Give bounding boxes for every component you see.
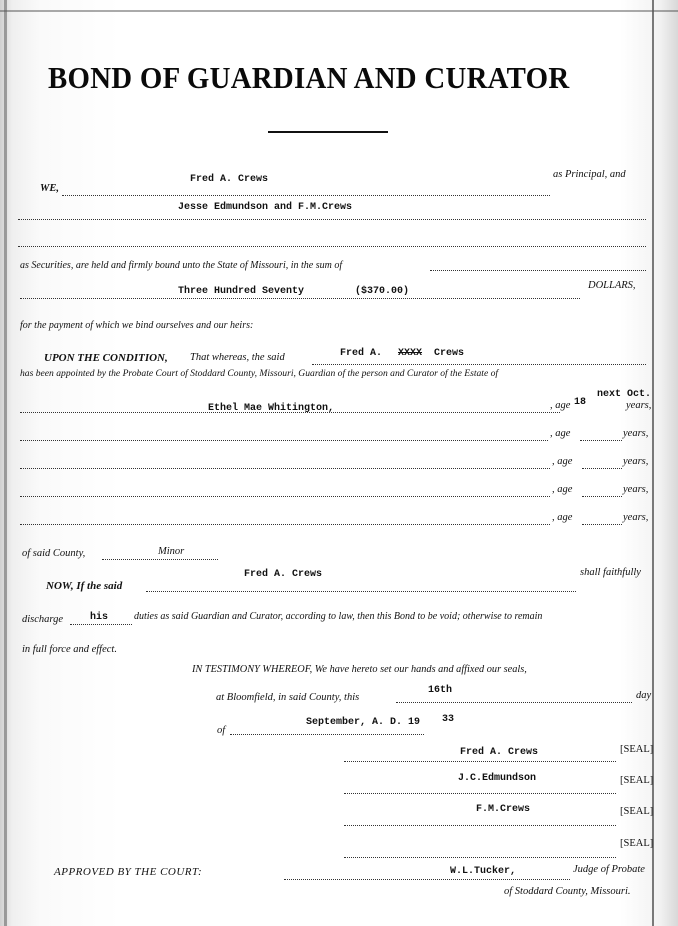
securities-line-2 [18, 246, 646, 247]
sum-figure: ($370.00) [355, 286, 410, 297]
approved-label: APPROVED BY THE COURT: [54, 866, 203, 878]
now-label: NOW, If the said [46, 580, 123, 592]
securities-text: as Securities, are held and firmly bound unto the State of Missouri, in the sum of [20, 260, 343, 271]
securities-line-1 [18, 219, 646, 220]
day-label: day [636, 690, 652, 701]
condition-name-struck: XXXX [398, 348, 423, 359]
principal-line [62, 195, 550, 196]
month: September, A. D. 19 [306, 717, 421, 728]
dollars-label: DOLLARS, [588, 280, 636, 291]
seal-label: [SEAL] [620, 806, 654, 817]
month-line [230, 734, 424, 735]
judge-county: of Stoddard County, Missouri. [504, 886, 631, 897]
document-title: BOND OF GUARDIAN AND CURATOR [48, 60, 570, 95]
signature-line [344, 857, 616, 858]
now-name-line [146, 591, 576, 592]
discharge-label: discharge [22, 614, 64, 625]
we-label: WE, [40, 183, 59, 194]
condition-name-last: Crews [434, 348, 465, 359]
blank-row-line [20, 468, 550, 469]
judge-title: Judge of Probate [573, 864, 645, 875]
blank-row-years: years, [623, 428, 649, 439]
sum-words: Three Hundred Seventy [178, 286, 305, 297]
sum-line-1 [430, 270, 646, 271]
blank-row-years: years, [623, 484, 649, 495]
seal-label: [SEAL] [620, 838, 654, 849]
scan-edge-top [0, 10, 678, 12]
county-line [102, 559, 218, 560]
signature-line [344, 825, 616, 826]
as-principal-label: as Principal, and [553, 169, 626, 180]
judge-name: W.L.Tucker, [450, 866, 517, 877]
blank-row-age-line [582, 496, 622, 497]
testimony-at-text: at Bloomfield, in said County, this [216, 692, 360, 703]
scan-edge-right [652, 0, 654, 926]
title-rule [268, 131, 388, 133]
seal-label: [SEAL] [620, 775, 654, 786]
sum-line-2 [20, 298, 580, 299]
blank-row-years: years, [623, 512, 649, 523]
ward-years-label: years, [626, 400, 652, 411]
of-label: of [217, 725, 226, 736]
county-label: of said County, [22, 548, 86, 559]
condition-name-line [312, 364, 646, 365]
pronoun: his [90, 612, 109, 623]
ward-name: Ethel Mae Whitington, [208, 403, 335, 414]
scan-edge-left [4, 0, 7, 926]
signature-name: Fred A. Crews [460, 747, 539, 758]
day-value: 16th [428, 685, 453, 696]
payment-text: for the payment of which we bind ourselves and our heirs: [20, 320, 254, 331]
blank-row-age: , age [552, 456, 573, 467]
duties-text: duties as said Guardian and Curator, according to law, then this Bond to be void; otherwise to remain [134, 611, 543, 622]
blank-row-age-line [580, 440, 622, 441]
blank-row-line [20, 496, 550, 497]
blank-row-line [20, 524, 550, 525]
condition-lead: UPON THE CONDITION, [44, 352, 168, 364]
blank-row-years: years, [623, 456, 649, 467]
blank-row-age: , age [552, 512, 573, 523]
blank-row-age: , age [552, 484, 573, 495]
signature-name: F.M.Crews [476, 804, 531, 815]
blank-row-line [20, 440, 548, 441]
appointed-text: has been appointed by the Probate Court of Stoddard County, Missouri, Guardian of the person and Curator of the Estate of [20, 368, 499, 379]
ward-age-note: next Oct. [597, 389, 652, 400]
condition-name-first: Fred A. [340, 348, 383, 359]
condition-rest: That whereas, the said [190, 352, 285, 363]
signature-line [344, 761, 616, 762]
now-name: Fred A. Crews [244, 569, 323, 580]
year: 33 [442, 714, 455, 725]
county-status: Minor [158, 546, 185, 557]
signature-name: J.C.Edmundson [458, 773, 537, 784]
pronoun-line [70, 624, 132, 625]
day-line [396, 702, 632, 703]
full-force-text: in full force and effect. [22, 644, 117, 655]
blank-row-age-line [582, 468, 622, 469]
securities-names: Jesse Edmundson and F.M.Crews [178, 202, 353, 213]
principal-name: Fred A. Crews [190, 174, 269, 185]
blank-row-age-line [582, 524, 622, 525]
blank-row-age: , age [550, 428, 571, 439]
signature-line [344, 793, 616, 794]
faithfully-label: shall faithfully [580, 567, 641, 578]
testimony-text: IN TESTIMONY WHEREOF, We have hereto set our hands and affixed our seals, [192, 664, 527, 675]
judge-line [284, 879, 570, 880]
ward-age-label: , age [550, 400, 571, 411]
seal-label: [SEAL] [620, 744, 654, 755]
ward-age-value: 18 [574, 397, 587, 408]
